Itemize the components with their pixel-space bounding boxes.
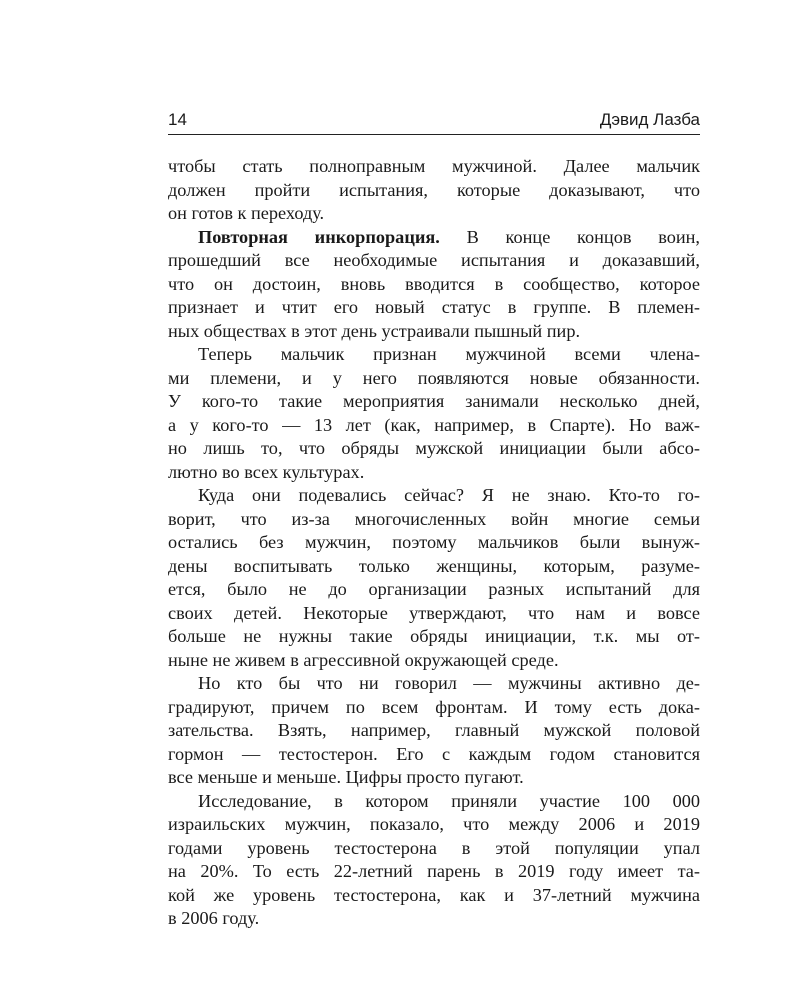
text-line: в 2006 году.	[168, 908, 260, 928]
text-line: ныне не живем в агрессивной окружающей среде.	[168, 649, 559, 670]
text-line: должен пройти испытания, которые доказывают, что	[168, 179, 700, 200]
text-line: признает и чтит его новый статус в группе. В племен-	[168, 297, 700, 317]
text-line: дены воспитывать только женщины, которым, разуме-	[168, 555, 700, 576]
text-line: ется, было не до организации разных испытаний для	[168, 579, 700, 599]
text-line: все меньше и меньше. Цифры просто пугают.	[168, 767, 524, 787]
text-line: Куда они подевались сейчас? Я не знаю. Кто-то го-	[198, 485, 700, 505]
text-line: на 20%. То есть 22-летний парень в 2019 году имеет та-	[168, 861, 700, 881]
text-line: зательства. Взять, например, главный мужской половой	[168, 720, 700, 740]
text-line: своих детей. Некоторые утверждают, что нам и вовсе	[168, 602, 700, 623]
text-line: ми племени, и у него появляются новые обязанности.	[168, 367, 700, 388]
paragraph-heading: Повторная инкорпорация.	[198, 226, 440, 247]
text-line: чтобы стать полноправным мужчиной. Далее мальчик	[168, 156, 700, 176]
text-line: годами уровень тестостерона в этой популяции упал	[168, 837, 700, 858]
text-line: остались без мужчин, поэтому мальчиков были вынуж-	[168, 532, 700, 552]
text-line: а у кого-то — 13 лет (как, например, в Спарте). Но важ-	[168, 414, 700, 435]
text-line	[168, 226, 700, 250]
text-line: израильских мужчин, показало, что между 2006 и 2019	[168, 814, 700, 834]
text-line: ных обществах в этот день устраивали пышный пир.	[168, 320, 581, 341]
text-line-continuation: В конце концов воин,	[439, 226, 701, 247]
running-head-author: Дэвид Лазба	[599, 110, 700, 129]
text-line: Исследование, в котором приняли участие 100 000	[198, 790, 700, 811]
text-line: У кого-то такие мероприятия занимали несколько дней,	[168, 391, 700, 411]
text-line: но лишь то, что обряды мужской инициации были абсо-	[168, 438, 700, 458]
page-number: 14	[168, 110, 187, 129]
text-line: лютно во всех культурах.	[168, 461, 365, 482]
body-text	[168, 155, 700, 931]
text-line: что он достоин, вновь вводится в сообщество, которое	[168, 273, 700, 294]
text-line: больше не нужны такие обряды инициации, т.к. мы от-	[168, 626, 700, 646]
text-line: Но кто бы что ни говорил — мужчины активно де-	[198, 673, 700, 693]
text-line: он готов к переходу.	[168, 203, 325, 223]
text-line: Теперь мальчик признан мужчиной всеми члена-	[198, 344, 700, 364]
text-line: градируют, причем по всем фронтам. И тому есть дока-	[168, 696, 700, 717]
text-line: гормон — тестостерон. Его с каждым годом становится	[168, 743, 700, 764]
text-line: кой же уровень тестостерона, как и 37-летний мужчина	[168, 884, 700, 905]
header-divider	[168, 134, 700, 135]
text-line: ворит, что из-за многочисленных войн многие семьи	[168, 508, 700, 529]
text-line: прошедший все необходимые испытания и доказавший,	[168, 250, 700, 270]
page-header	[168, 108, 700, 134]
